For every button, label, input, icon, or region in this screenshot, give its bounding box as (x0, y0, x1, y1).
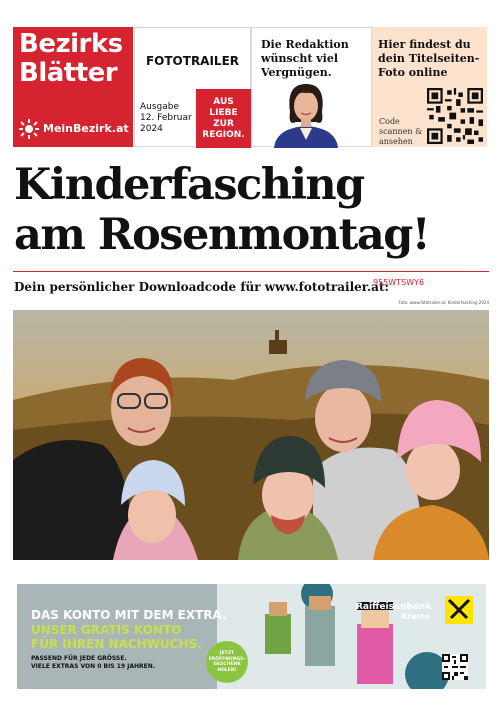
fototrailer-box (134, 27, 251, 147)
raiffeisen-logo-icon (445, 596, 473, 624)
gift-badge-line1: JETZT (219, 651, 235, 656)
ad-line3: FÜR IHREN NACHWUCHS. (31, 637, 202, 651)
region-slogan: AUS LIEBE ZUR REGION. (196, 89, 251, 148)
bank-name: Raiffeisenbank (356, 602, 432, 612)
download-text: Dein persönlicher Downloadcode für www.fototrailer.at: (14, 280, 389, 294)
gift-badge[interactable] (206, 641, 248, 683)
fototrailer-title: FOTOTRAILER (145, 54, 240, 68)
bank-location: Krems (401, 612, 430, 621)
headline-line2: am Rosenmontag! (14, 210, 430, 260)
headline-divider (13, 271, 489, 272)
titelseite-text: Hier findest du dein Titelseiten-Foto online (378, 38, 480, 79)
code-hint-text: Code scannen & ansehen (379, 117, 423, 146)
headline-line1: Kinderfasching (14, 160, 364, 210)
meinbezirk-icon (19, 119, 39, 139)
ad-line2: UNSER GRATIS KONTO (31, 623, 182, 637)
edition-date-value: 12. Februar 2024 (140, 113, 192, 134)
gift-badge-line3: GESCHENK (213, 662, 241, 667)
code-hint (379, 117, 423, 147)
download-code: 955WTSWY6 (373, 278, 425, 287)
titelseite-box (372, 27, 487, 147)
raiffeisen-ad[interactable] (17, 584, 486, 689)
headline (14, 160, 494, 260)
gift-badge-line2: ERÖFFNUNGS- (208, 656, 246, 662)
ad-qr-code-icon[interactable] (442, 654, 468, 680)
edition-date (140, 102, 195, 135)
main-photo (13, 310, 489, 560)
photo-credit: Foto: www.fototrailer.at, Kinderfasching 2024 (398, 300, 489, 305)
ad-line1: DAS KONTO MIT DEM EXTRA. (31, 608, 227, 622)
logo-line1: Bezirks (19, 29, 123, 59)
redaktion-text: Die Redaktion wünscht viel Vergnügen. (261, 38, 349, 79)
editor-portrait (266, 82, 346, 148)
gift-badge-line4: HOLEN! (217, 667, 237, 673)
ad-line5: VIELE EXTRAS VON 0 BIS 19 JAHREN. (31, 663, 156, 670)
meinbezirk-label: MeinBezirk.at (43, 122, 129, 135)
ad-line4: PASSEND FÜR JEDE GRÖSSE. (31, 655, 127, 662)
logo-line2: Blätter (19, 58, 118, 88)
redaktion-box (251, 27, 372, 147)
edition-label: Ausgabe (140, 102, 180, 112)
bezirksblaetter-logo[interactable] (13, 27, 133, 147)
qr-code-icon[interactable] (427, 88, 483, 144)
